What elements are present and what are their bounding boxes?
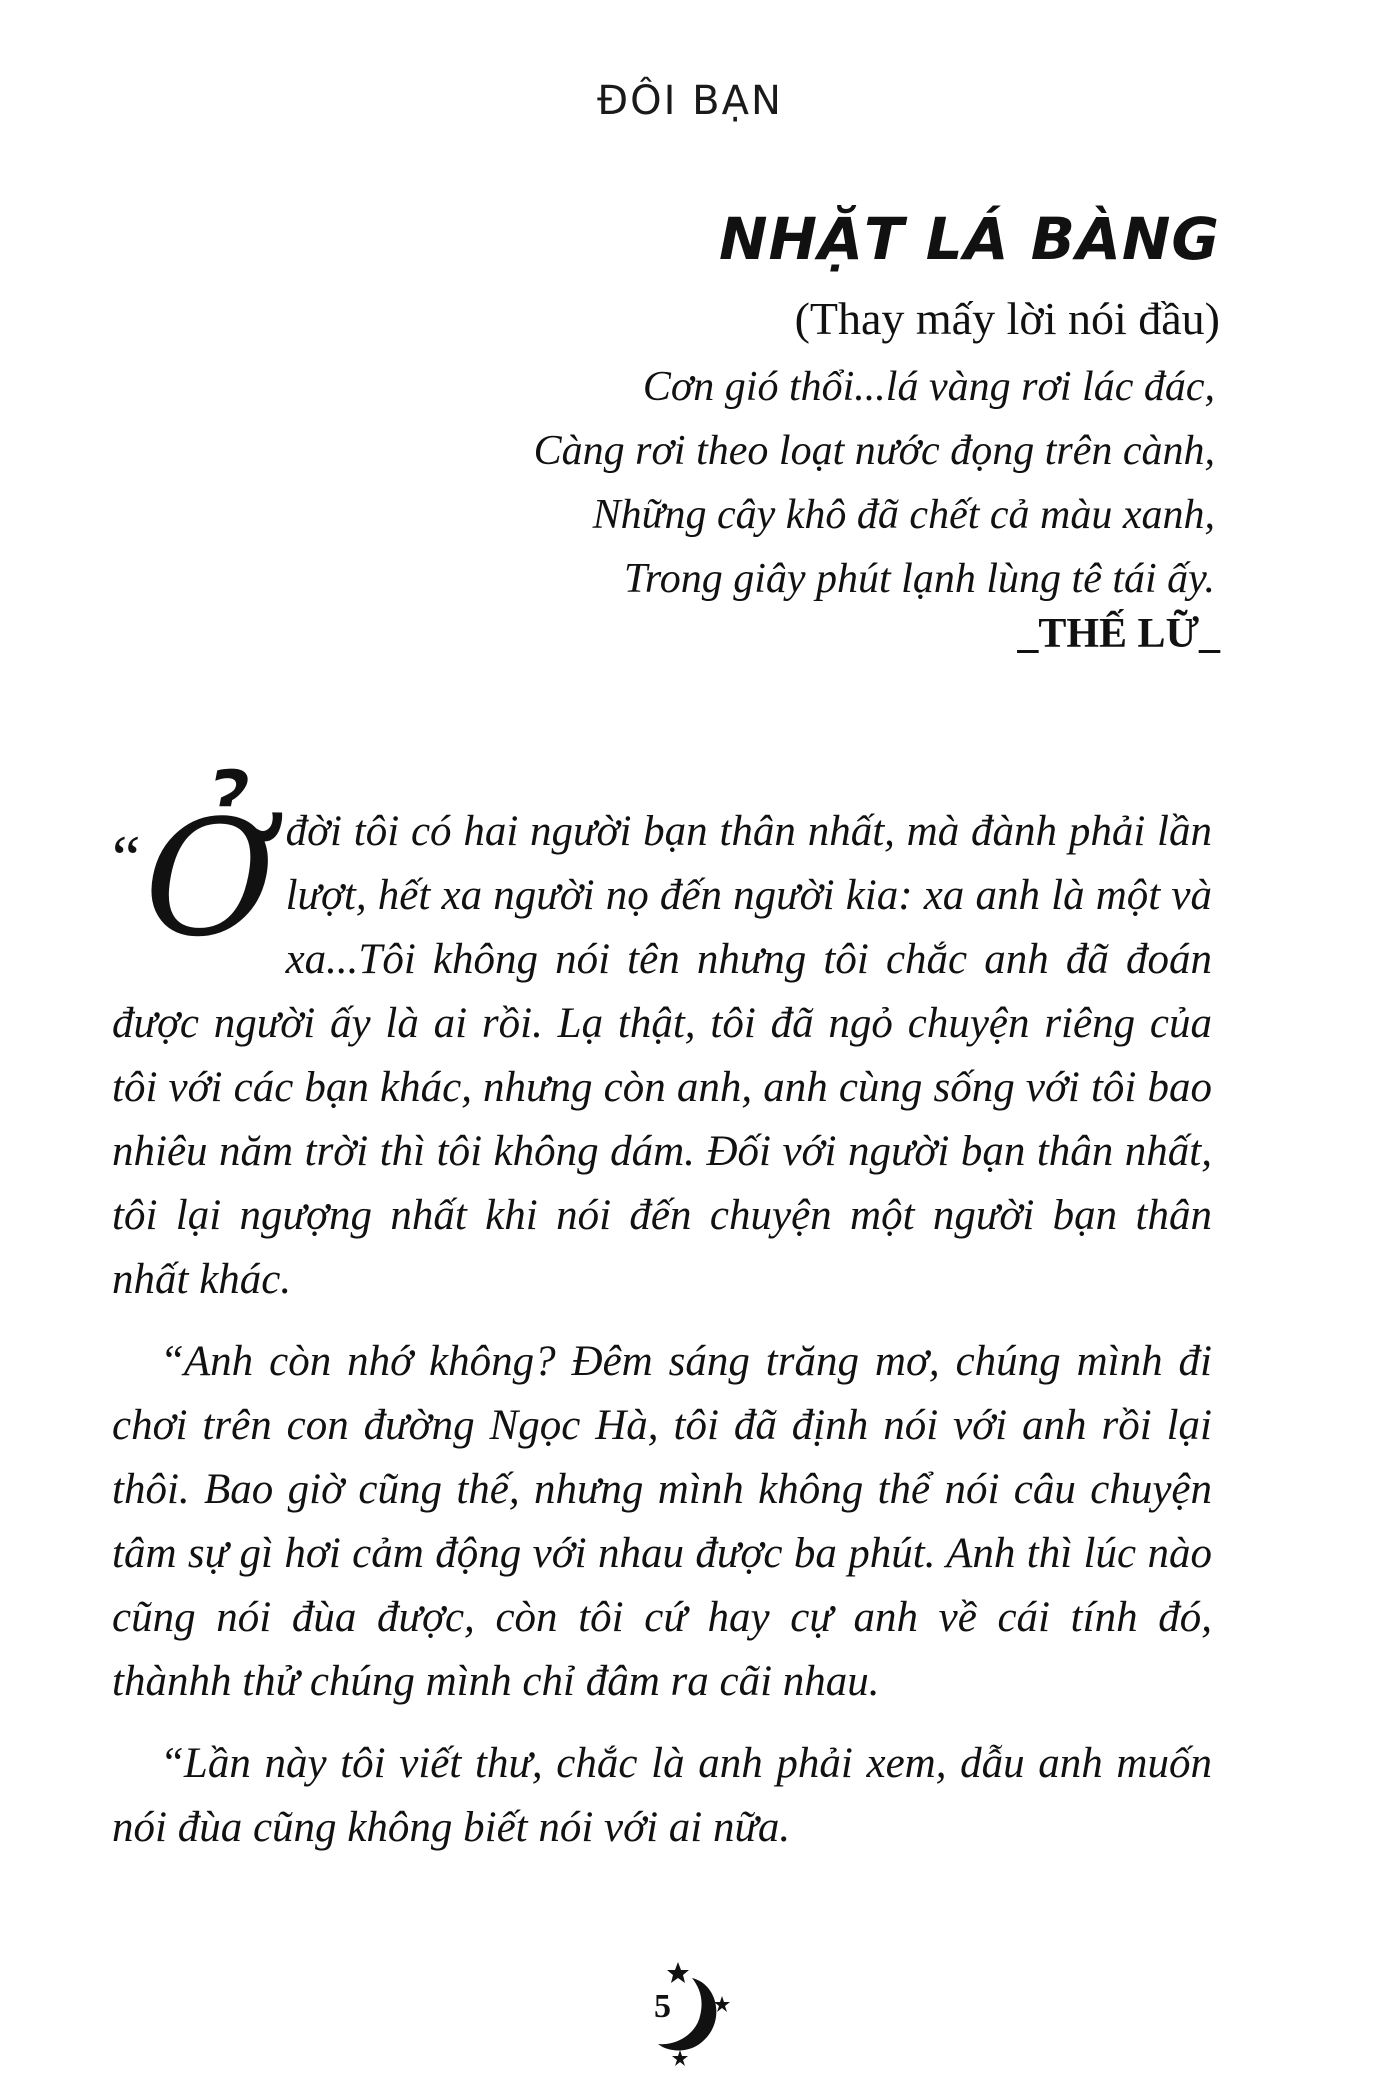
- paragraph-1: [112, 785, 1212, 1312]
- running-header: ĐÔI BẠN: [597, 78, 783, 124]
- epigraph-poem: [534, 355, 1215, 611]
- epigraph-author: _THẾ LỮ_: [1017, 611, 1220, 657]
- paragraph-1-text: đời tôi có hai người bạn thân nhất, mà đành phải lần lượt, hết xa người nọ đến người kia: xa anh là một và xa...Tôi không nói tên nhưng tôi chắc anh đã đoán được người ấy là ai rồi. Lạ thật, tôi đã ngỏ chuyện riêng của tôi với các bạn khác, nhưng còn anh, anh cùng sống với tôi bao nhiêu năm trời thì tôi không dám. Đối với người bạn thân nhất, tôi lại ngượng nhất khi nói đến chuyện một người bạn thân nhất khác.: [112, 808, 1212, 1303]
- chapter-title: NHẶT LÁ BÀNG: [718, 205, 1220, 273]
- paragraph-3: “Lần này tôi viết thư, chắc là anh phải xem, dẫu anh muốn nói đùa cũng không biết nói với ai nữa.: [112, 1740, 1212, 1851]
- moon-stars-icon: [640, 1960, 750, 2070]
- poem-line: Càng rơi theo loạt nước đọng trên cành,: [533, 428, 1215, 474]
- poem-line: Cơn gió thổi...lá vàng rơi lác đác,: [642, 364, 1215, 410]
- drop-cap: Ở: [144, 785, 276, 972]
- open-quote-mark: “: [112, 822, 141, 893]
- page-number: 5: [654, 1988, 671, 2025]
- page-footer: [640, 1960, 750, 2070]
- paragraph-2: “Anh còn nhớ không? Đêm sáng trăng mơ, chúng mình đi chơi trên con đường Ngọc Hà, tôi đã định nói với anh rồi lại thôi. Bao giờ cũng thế, nhưng mình không thể nói câu chuyện tâm sự gì hơi cảm động với nhau được ba phút. Anh thì lúc nào cũng nói đùa được, còn tôi cứ hay cự anh về cái tính đó, thànhh thử chúng mình chỉ đâm ra cãi nhau.: [112, 1338, 1212, 1705]
- body-text: [112, 785, 1212, 1878]
- poem-line: Những cây khô đã chết cả màu xanh,: [592, 492, 1215, 538]
- poem-line: Trong giây phút lạnh lùng tê tái ấy.: [623, 556, 1215, 602]
- chapter-subtitle: (Thay mấy lời nói đầu): [794, 293, 1220, 344]
